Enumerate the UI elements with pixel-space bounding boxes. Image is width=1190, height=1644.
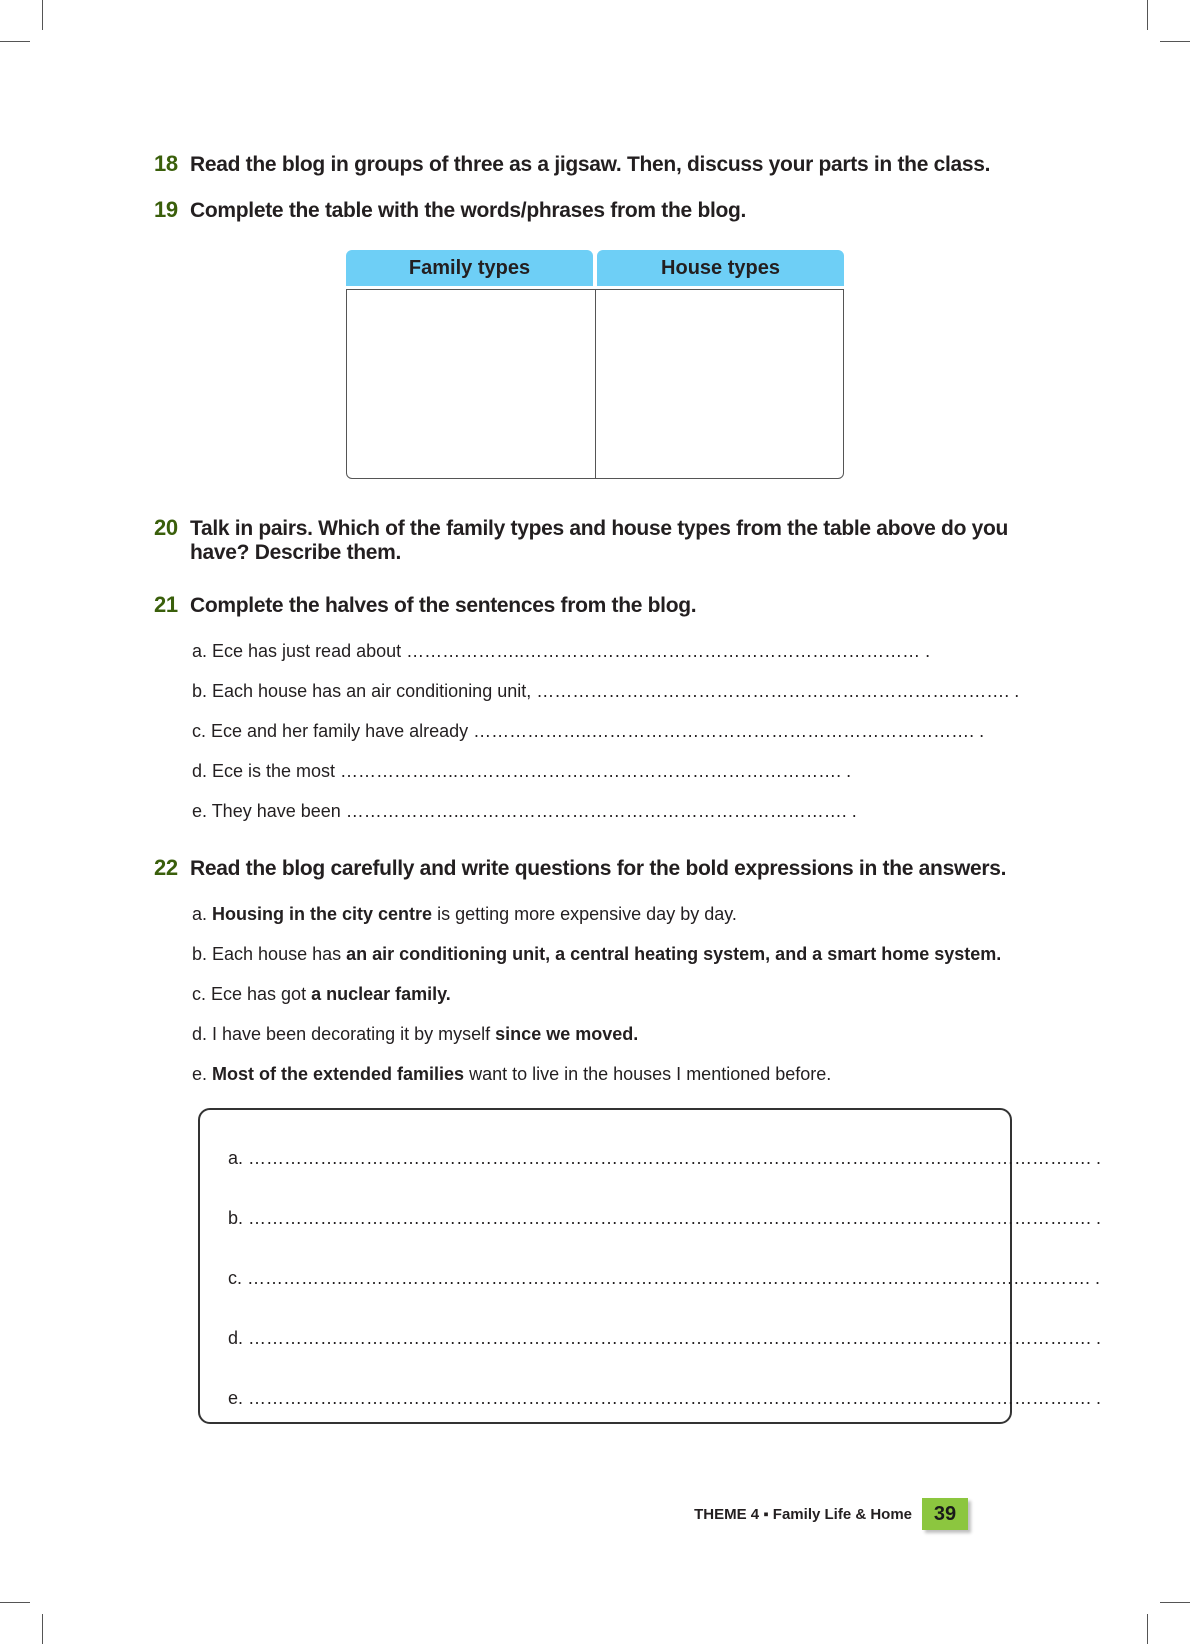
list-item: a. Ece has just read about ………………..………………………………………………………… . bbox=[192, 641, 931, 661]
list-item: e. They have been ………………..………………………………………………………. . bbox=[192, 801, 857, 821]
crop-mark bbox=[1160, 1602, 1190, 1603]
exercise-22 bbox=[154, 856, 1054, 881]
exercise-19 bbox=[154, 198, 1054, 223]
exercise-number: 22 bbox=[154, 855, 178, 880]
crop-mark bbox=[1160, 41, 1190, 42]
exercise-21 bbox=[154, 593, 1054, 618]
exercise-number: 20 bbox=[154, 515, 178, 540]
exercise-instruction: Complete the halves of the sentences from the blog. bbox=[190, 594, 697, 617]
table-header-house-types: House types bbox=[597, 250, 844, 286]
page-footer bbox=[694, 1498, 968, 1530]
table-cell-house-types[interactable] bbox=[595, 290, 844, 478]
crop-mark bbox=[42, 1614, 43, 1644]
exercise-20 bbox=[154, 516, 1054, 565]
exercise-18 bbox=[154, 152, 1054, 177]
exercise-instruction: Read the blog in groups of three as a jigsaw. Then, discuss your parts in the class. bbox=[190, 153, 991, 176]
table-header-family-types: Family types bbox=[346, 250, 593, 286]
bold-expression: Housing in the city centre bbox=[212, 904, 433, 924]
bold-expression: a nuclear family. bbox=[311, 984, 451, 1004]
answer-line[interactable]: d. ……………..……………………………………………………………………………………………………………. . bbox=[228, 1328, 1102, 1348]
bold-expression: Most of the extended families bbox=[212, 1064, 465, 1084]
types-table bbox=[346, 250, 844, 479]
list-item: b. Each house has an air conditioning unit, a central heating system, and a smart home system. bbox=[192, 944, 1002, 964]
bold-expression: since we moved. bbox=[495, 1024, 639, 1044]
list-item: c. Ece has got a nuclear family. bbox=[192, 984, 451, 1004]
crop-mark bbox=[42, 0, 43, 30]
answer-box bbox=[198, 1108, 1102, 1424]
theme-label: THEME 4 ▪ Family Life & Home bbox=[694, 1505, 912, 1523]
crop-mark bbox=[0, 41, 30, 42]
answer-line[interactable]: a. ……………..……………………………………………………………………………………………………………. . bbox=[228, 1148, 1102, 1168]
list-item: d. Ece is the most ………………..………………………………………………………. . bbox=[192, 761, 852, 781]
list-item: d. I have been decorating it by myself since we moved. bbox=[192, 1024, 639, 1044]
answer-line[interactable]: e. ……………..……………………………………………………………………………………………………………. . bbox=[228, 1388, 1102, 1408]
exercise-instruction: Talk in pairs. Which of the family types and house types from the table above do you have? Describe them. bbox=[190, 517, 1009, 564]
exercise-number: 21 bbox=[154, 592, 178, 617]
answer-line[interactable]: b. ……………..……………………………………………………………………………………………………………. . bbox=[228, 1208, 1102, 1228]
list-item: e. Most of the extended families want to live in the houses I mentioned before. bbox=[192, 1064, 832, 1084]
exercise-instruction: Complete the table with the words/phrases from the blog. bbox=[190, 199, 747, 222]
answer-line[interactable]: c. ……………..……………………………………………………………………………………………………………. . bbox=[228, 1268, 1101, 1288]
exercise-instruction: Read the blog carefully and write questions for the bold expressions in the answers. bbox=[190, 857, 1007, 880]
bold-expression: an air conditioning unit, a central heating system, and a smart home system. bbox=[346, 944, 1002, 964]
crop-mark bbox=[0, 1602, 30, 1603]
list-item: b. Each house has an air conditioning unit, ……………………………………………………………………. . bbox=[192, 681, 1020, 701]
crop-mark bbox=[1147, 1614, 1148, 1644]
table-cell-family-types[interactable] bbox=[347, 290, 595, 478]
list-item: a. Housing in the city centre is getting more expensive day by day. bbox=[192, 904, 737, 924]
page-number: 39 bbox=[922, 1498, 968, 1530]
list-item: c. Ece and her family have already ………………..………………………………………………………. . bbox=[192, 721, 985, 741]
exercise-number: 18 bbox=[154, 151, 178, 176]
crop-mark bbox=[1147, 0, 1148, 30]
exercise-number: 19 bbox=[154, 197, 178, 222]
